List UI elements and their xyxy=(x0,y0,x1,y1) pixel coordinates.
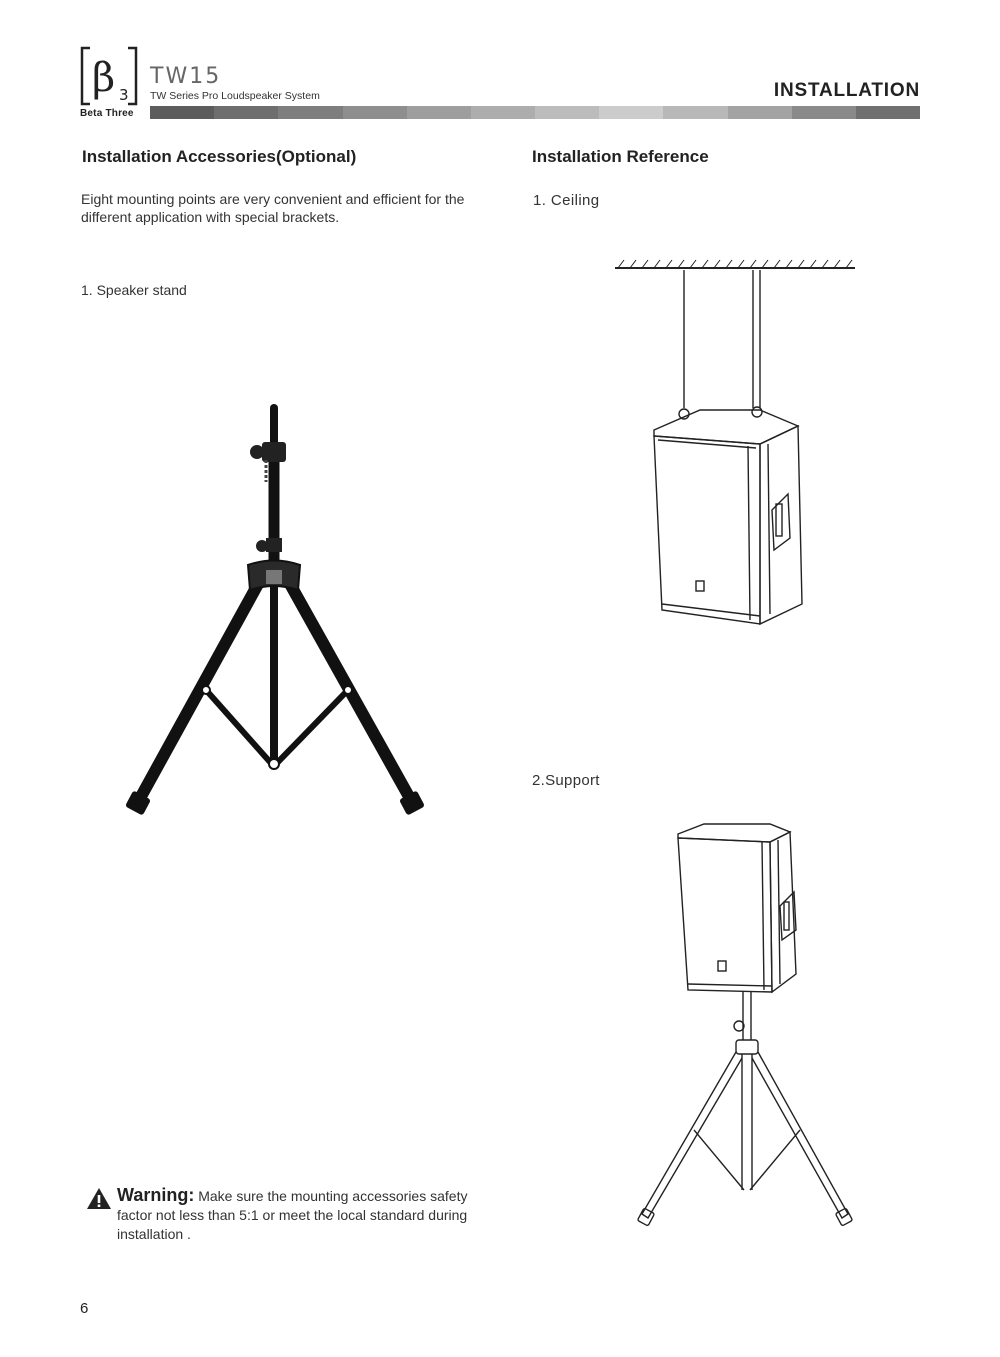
warning-triangle-icon xyxy=(86,1187,112,1210)
speaker-stand-illustration xyxy=(120,400,440,820)
stand-mount-illustration xyxy=(630,818,870,1238)
ceiling-caption: 1. Ceiling xyxy=(533,192,600,209)
header-gradient-bar xyxy=(150,106,920,119)
header-bar-segment xyxy=(278,106,342,119)
header-bar-segment xyxy=(407,106,471,119)
beta-three-logo xyxy=(80,46,138,108)
warning-text xyxy=(117,1186,497,1244)
header-bar-segment xyxy=(535,106,599,119)
model-subtitle: TW Series Pro Loudspeaker System xyxy=(150,90,320,102)
installation-reference-heading: Installation Reference xyxy=(532,147,709,166)
ceiling-mount-illustration xyxy=(610,258,860,628)
brand-name: Beta Three xyxy=(80,108,134,119)
accessories-heading: Installation Accessories(Optional) xyxy=(82,147,357,166)
speaker-stand-caption: 1. Speaker stand xyxy=(81,282,187,298)
section-title: INSTALLATION xyxy=(773,80,920,101)
header-bar-segment xyxy=(856,106,920,119)
warning-message: Make sure the mounting accessories safety factor not less than 5:1 or meet the local standard during installation . xyxy=(117,1188,468,1242)
model-title: TW15 xyxy=(150,64,222,89)
header-bar-segment xyxy=(663,106,727,119)
header-bar-segment xyxy=(728,106,792,119)
logo-subscript: 3 xyxy=(119,86,129,104)
header-bar-segment xyxy=(471,106,535,119)
header-bar-segment xyxy=(214,106,278,119)
logo-glyph: β xyxy=(92,55,116,101)
page-number: 6 xyxy=(80,1300,89,1317)
header-bar-segment xyxy=(343,106,407,119)
warning-label: Warning: xyxy=(117,1185,195,1205)
support-caption: 2.Support xyxy=(532,772,600,789)
accessories-description: Eight mounting points are very convenient and efficient for the different application with special brackets. xyxy=(81,191,465,225)
header-bar-segment xyxy=(599,106,663,119)
header-bar-segment xyxy=(150,106,214,119)
header-bar-segment xyxy=(792,106,856,119)
